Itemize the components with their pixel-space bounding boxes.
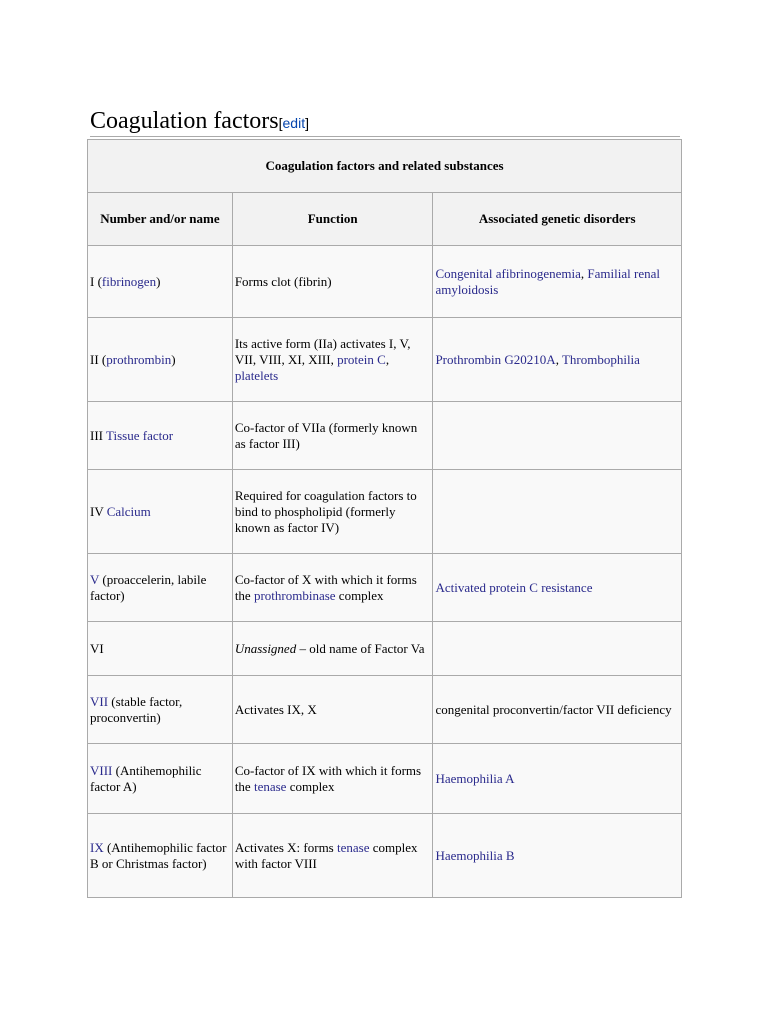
section-title: Coagulation factors — [90, 108, 279, 134]
edit-link[interactable]: edit — [282, 115, 306, 131]
wiki-link[interactable]: prothrombin — [106, 351, 172, 367]
factor-name-cell — [88, 402, 233, 470]
column-header-disorders: Associated genetic disorders — [433, 193, 682, 246]
wiki-link[interactable]: Haemophilia B — [435, 847, 515, 863]
cell-text: (Antihemophilic factor B or Christmas factor) — [90, 839, 227, 871]
wiki-link[interactable]: Calcium — [106, 503, 151, 519]
disorders-cell — [433, 402, 682, 470]
factor-name-cell — [88, 744, 233, 814]
cell-text: ) — [156, 273, 161, 289]
disorders-cell — [433, 470, 682, 554]
cell-text: (stable factor, proconvertin) — [90, 693, 183, 725]
function-cell — [232, 622, 433, 676]
cell-text: Required for coagulation factors to bind to phospholipid (formerly known as factor IV) — [234, 487, 417, 535]
table-row — [88, 554, 682, 622]
table-caption-row — [88, 140, 682, 193]
section-heading — [90, 104, 680, 137]
cell-text: , — [580, 265, 588, 281]
wiki-link[interactable]: Tissue factor — [106, 427, 174, 443]
cell-text: Co-factor of X with which it forms the — [234, 571, 417, 603]
factor-name-cell — [88, 318, 233, 402]
cell-text: complex with factor VIII — [234, 839, 418, 871]
table-caption: Coagulation factors and related substances — [88, 140, 682, 193]
cell-text: Co-factor of IX with which it forms the — [234, 762, 422, 794]
factor-name-cell — [88, 470, 233, 554]
wiki-link[interactable]: Haemophilia A — [435, 770, 515, 786]
wiki-link[interactable]: Congenital afibrinogenemia — [435, 265, 581, 281]
edit-bracket-open: [ — [278, 115, 283, 131]
factor-name-cell — [88, 246, 233, 318]
cell-text: II ( — [90, 351, 107, 367]
coagulation-factors-table — [87, 139, 682, 898]
table-header-row — [88, 193, 682, 246]
cell-text: Co-factor of VIIa (formerly known as factor III) — [234, 419, 418, 451]
table-row — [88, 318, 682, 402]
function-cell — [232, 676, 433, 744]
cell-text: , — [385, 351, 390, 367]
wiki-link[interactable]: platelets — [234, 367, 279, 383]
cell-text: (proaccelerin, labile factor) — [90, 571, 207, 603]
cell-text: , — [555, 351, 562, 367]
wiki-link[interactable]: prothrombinase — [253, 587, 336, 603]
table-row — [88, 744, 682, 814]
disorders-cell — [433, 676, 682, 744]
factor-name-cell — [88, 676, 233, 744]
cell-text: Forms clot (fibrin) — [234, 273, 332, 289]
wiki-link[interactable]: fibrinogen — [101, 273, 157, 289]
cell-text: VI — [90, 640, 104, 656]
factor-name-cell — [88, 622, 233, 676]
function-cell — [232, 744, 433, 814]
function-cell — [232, 246, 433, 318]
cell-text: III — [90, 427, 107, 443]
disorders-cell — [433, 318, 682, 402]
wiki-link[interactable]: Familial renal amyloidosis — [435, 265, 660, 297]
cell-text: ) — [171, 351, 176, 367]
wiki-link[interactable]: Thrombophilia — [561, 351, 640, 367]
table-body — [88, 246, 682, 898]
wiki-link[interactable]: Activated protein C resistance — [435, 579, 593, 595]
function-cell — [232, 554, 433, 622]
cell-text: Activates X: forms — [234, 839, 337, 855]
factor-name-cell — [88, 814, 233, 898]
table-row — [88, 814, 682, 898]
disorders-cell — [433, 814, 682, 898]
wiki-link[interactable]: Prothrombin G20210A — [435, 351, 556, 367]
table-row — [88, 676, 682, 744]
cell-text: IV — [90, 503, 107, 519]
disorders-cell — [433, 554, 682, 622]
function-cell — [232, 318, 433, 402]
wiki-link[interactable]: tenase — [253, 778, 287, 794]
edit-bracket-close: ] — [305, 115, 309, 131]
table-row — [88, 402, 682, 470]
wiki-link[interactable]: tenase — [336, 839, 370, 855]
cell-text: complex — [335, 587, 384, 603]
column-header-name: Number and/or name — [88, 193, 233, 246]
cell-text: congenital proconvertin/factor VII deficiency — [435, 701, 672, 717]
wiki-link[interactable]: IX — [90, 839, 104, 855]
function-cell — [232, 814, 433, 898]
emphasis-text: Unassigned — [234, 640, 297, 656]
function-cell — [232, 470, 433, 554]
factor-name-cell — [88, 554, 233, 622]
wiki-link[interactable]: VII — [90, 693, 109, 709]
cell-text: Activates IX, X — [234, 701, 317, 717]
cell-text: complex — [286, 778, 335, 794]
function-cell — [232, 402, 433, 470]
cell-text: (Antihemophilic factor A) — [90, 762, 202, 794]
cell-text: Its active form (IIa) activates I, V, VII, VIII, XI, XIII, — [234, 335, 411, 367]
table-row — [88, 470, 682, 554]
cell-text: – old name of Factor Va — [296, 640, 425, 656]
wiki-link[interactable]: protein C — [337, 351, 386, 367]
wiki-link[interactable]: V — [90, 571, 100, 587]
wiki-link[interactable]: VIII — [90, 762, 113, 778]
table-row — [88, 622, 682, 676]
disorders-cell — [433, 622, 682, 676]
disorders-cell — [433, 744, 682, 814]
disorders-cell — [433, 246, 682, 318]
table-row — [88, 246, 682, 318]
column-header-function: Function — [232, 193, 433, 246]
cell-text: I ( — [90, 273, 102, 289]
